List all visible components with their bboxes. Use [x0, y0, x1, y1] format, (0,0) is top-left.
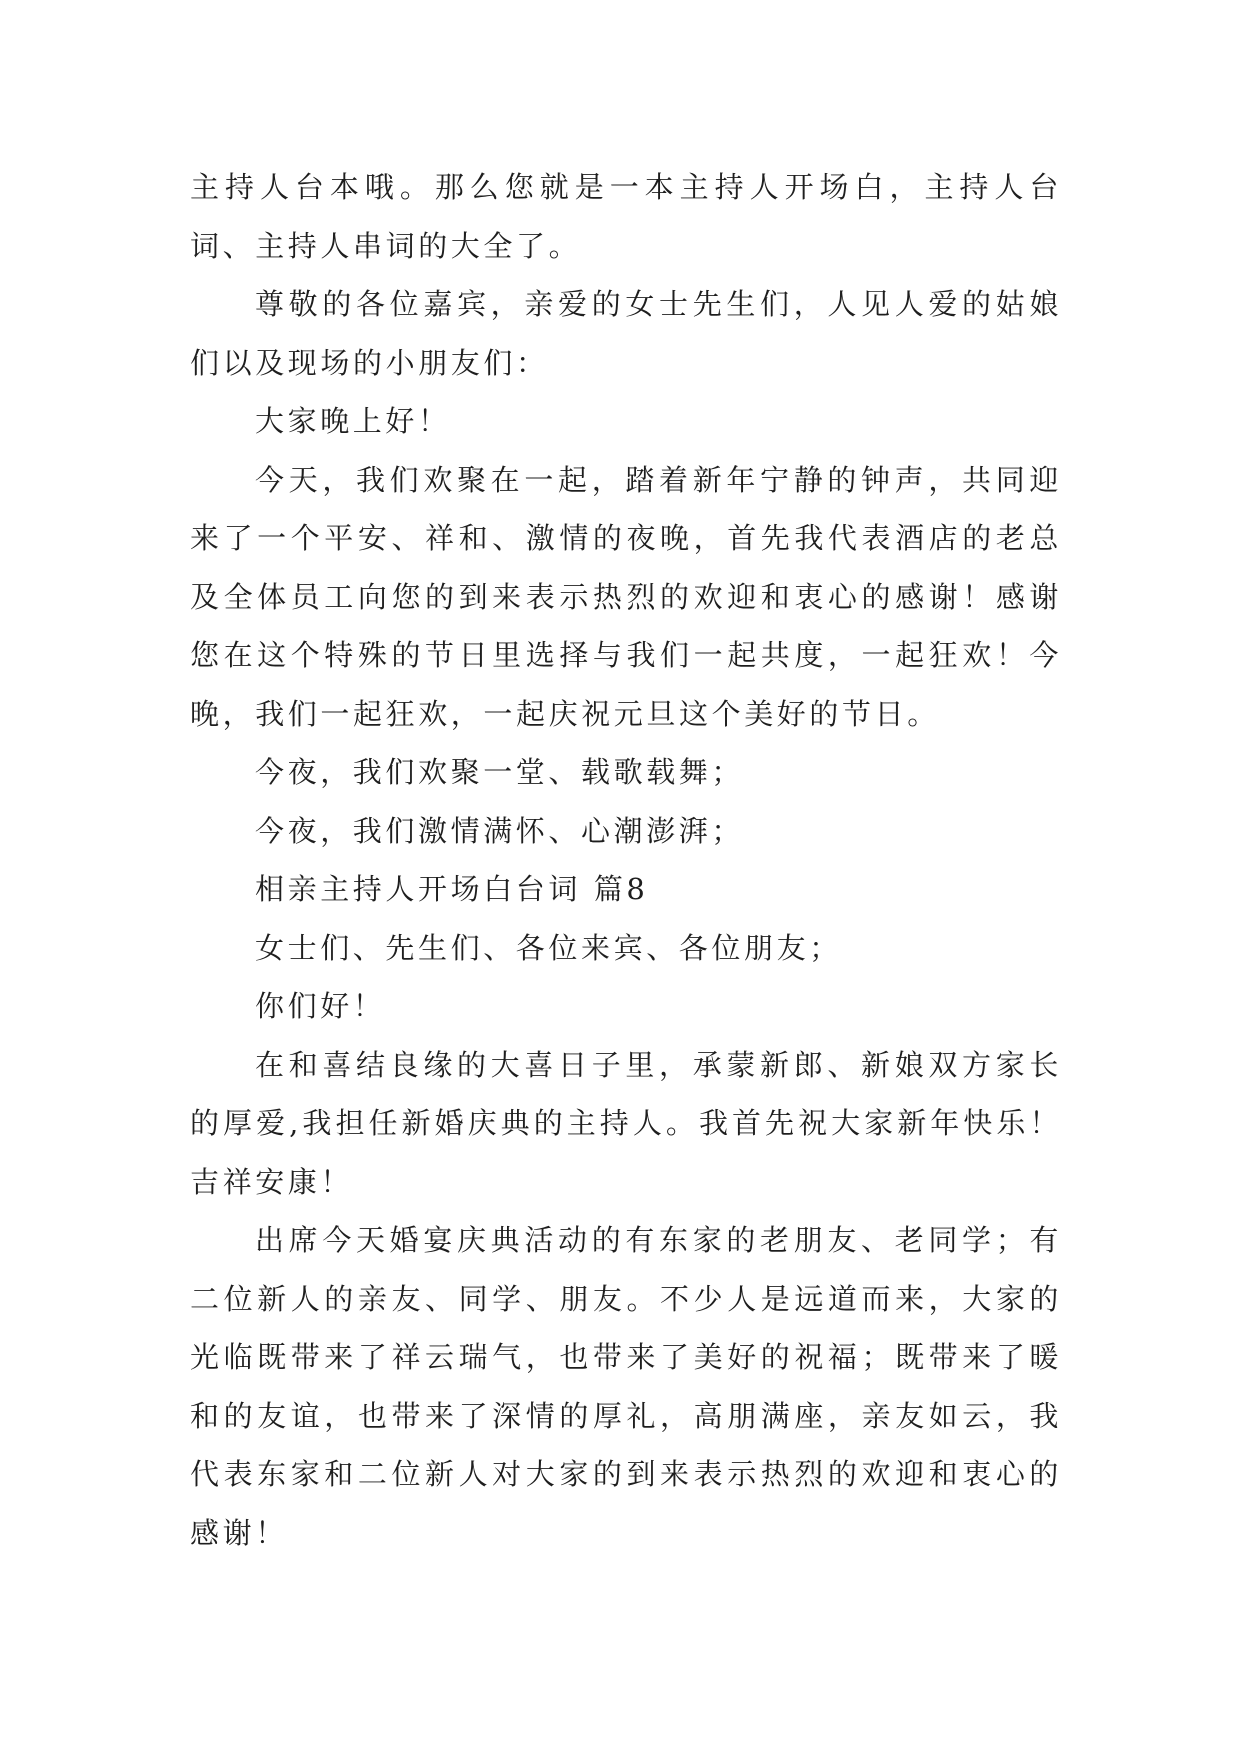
paragraph-good-evening: 大家晚上好！: [255, 404, 451, 438]
paragraph-wedding-day: 在和喜结良缘的大喜日子里，承蒙新郎、新娘双方家长的厚爱,我担任新婚庆典的主持人。我首先祝大家新年快乐！吉祥安康！: [190, 1047, 1062, 1199]
paragraph-greeting-guests: 尊敬的各位嘉宾，亲爱的女士先生们，人见人爱的姑娘们以及现场的小朋友们：: [190, 287, 1062, 380]
paragraph-intro: 主持人台本哦。那么您就是一本主持人开场白，主持人台词、主持人串词的大全了。: [190, 170, 1062, 263]
paragraph-attendees: 出席今天婚宴庆典活动的有东家的老朋友、老同学；有二位新人的亲友、同学、朋友。不少人是远道而来，大家的光临既带来了祥云瑞气，也带来了美好的祝福；既带来了暖和的友谊，也带来了深情的厚礼，高朋满座，亲友如云，我代表东家和二位新人对大家的到来表示热烈的欢迎和衷心的感谢！: [190, 1223, 1062, 1550]
document-body: [190, 158, 1062, 1562]
paragraph-tonight-2: 今夜，我们激情满怀、心潮澎湃；: [255, 813, 745, 848]
paragraph-today: 今天，我们欢聚在一起，踏着新年宁静的钟声，共同迎来了一个平安、祥和、激情的夜晚，首先我代表酒店的老总及全体员工向您的到来表示热烈的欢迎和衷心的感谢！感谢您在这个特殊的节日里选择与我们一起共度，一起狂欢！今晚，我们一起狂欢，一起庆祝元旦这个美好的节日。: [190, 462, 1062, 731]
paragraph-tonight-1: 今夜，我们欢聚一堂、载歌载舞；: [255, 755, 745, 789]
section-heading: 相亲主持人开场白台词 篇8: [255, 872, 649, 906]
paragraph-ladies-gentlemen: 女士们、先生们、各位来宾、各位朋友；: [255, 930, 842, 965]
paragraph-hello: 你们好！: [255, 989, 386, 1023]
